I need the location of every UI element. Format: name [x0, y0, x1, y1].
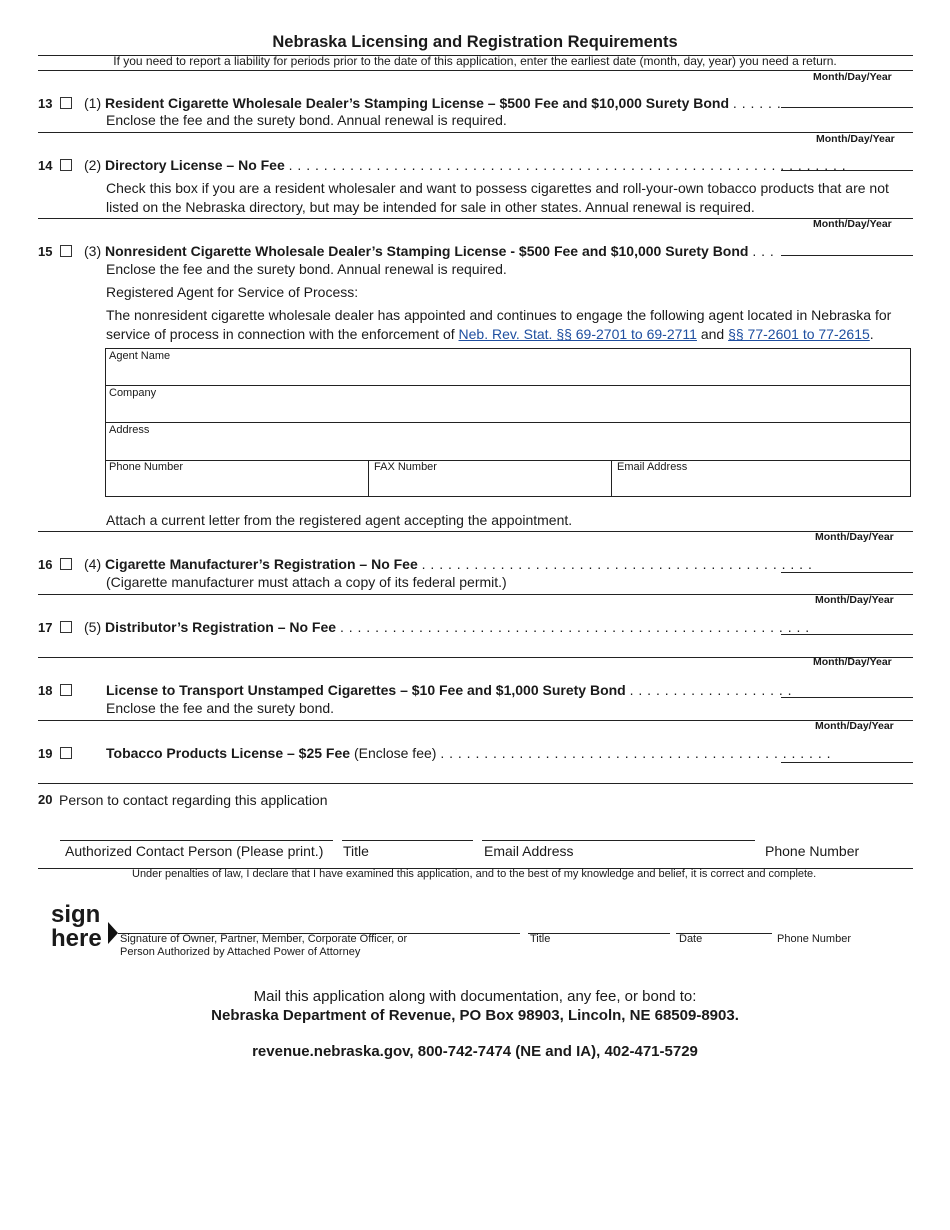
field-label: FAX Number [374, 461, 437, 473]
and-text: and [700, 326, 725, 342]
item-code: (5) [84, 619, 102, 635]
item-13-note: Enclose the fee and the surety bond. Annual renewal is required. [106, 112, 507, 128]
item-15-line [84, 243, 774, 259]
leader-dots: . . . . . . . . . . . . . . . . . . . [629, 682, 793, 698]
item-14-title: Directory License – No Fee [105, 157, 285, 173]
contact-title-field[interactable] [342, 840, 473, 841]
signature-label-line-2: Person Authorized by Attached Power of Attorney [120, 946, 361, 958]
item-18-checkbox[interactable] [60, 684, 72, 696]
item-16-line [84, 556, 813, 572]
grid-line [611, 460, 612, 497]
item-14-date-field[interactable] [781, 170, 913, 171]
grid-line [106, 385, 910, 386]
item-13-line [84, 95, 782, 111]
item-14-note: Check this box if you are a resident wholesaler and want to possess cigarettes and roll-your-own tobacco products that are not listed on the Nebraska directory, but may be intended for sale in other states. Annual renewal is required. [106, 180, 889, 215]
signature-label [120, 933, 407, 959]
date-label: Month/Day/Year [815, 531, 894, 543]
divider [38, 218, 913, 219]
grid-line [106, 422, 910, 423]
period-text: . [869, 326, 874, 342]
date-label: Month/Day/Year [815, 720, 894, 732]
item-19-line [106, 745, 832, 761]
item-14-line [84, 157, 847, 173]
company-field[interactable] [109, 387, 907, 421]
item-15-note: Enclose the fee and the surety bond. Annual renewal is required. [106, 261, 507, 277]
leader-dots: . . . . . . . . . . . . . . . . . . . . . . . . . . . . . . . . . . . . . . . . . . . . . [440, 745, 832, 761]
item-16-note: (Cigarette manufacturer must attach a copy of its federal permit.) [106, 574, 507, 590]
item-number: 19 [38, 746, 53, 761]
item-15-title: Nonresident Cigarette Wholesale Dealer’s Stamping License - $500 Fee and $10,000 Surety Bond [105, 243, 749, 259]
contact-person-label: Authorized Contact Person (Please print.) [65, 843, 324, 859]
item-19-date-field[interactable] [781, 762, 913, 763]
contact-person-field[interactable] [60, 840, 333, 841]
phone-field[interactable] [109, 461, 364, 495]
item-15-checkbox[interactable] [60, 245, 72, 257]
header-note: If you need to report a liability for periods prior to the date of this application, enter the earliest date (month, day, year) you need a return. [113, 54, 837, 68]
item-18-note: Enclose the fee and the surety bond. [106, 700, 335, 716]
item-16-checkbox[interactable] [60, 558, 72, 570]
item-number: 16 [38, 557, 53, 572]
statute-link-77[interactable]: §§ 77-2601 to 77-2615 [728, 326, 870, 342]
item-17-date-field[interactable] [781, 634, 913, 635]
mail-instructions: Mail this application along with documentation, any fee, or bond to: [253, 988, 697, 1005]
signature-label-line-1: Signature of Owner, Partner, Member, Corporate Officer, or [120, 933, 408, 945]
leader-dots: . . . . . . . . . . . . . . . . . . . . . . . . . . . . . . . . . . . . . . . . . . . . . . . . . . . . . . [339, 619, 810, 635]
page-title: Nebraska Licensing and Registration Requirements [272, 33, 678, 51]
divider [38, 720, 913, 721]
address-field[interactable] [109, 424, 907, 458]
sign-label: sign [51, 901, 101, 928]
field-label: Agent Name [109, 350, 171, 362]
item-17-title: Distributor’s Registration – No Fee [105, 619, 337, 635]
item-16-title: Cigarette Manufacturer’s Registration – No Fee [105, 556, 418, 572]
divider [38, 70, 913, 71]
signature-title-label: Title [530, 933, 551, 945]
item-number: 14 [38, 158, 53, 173]
leader-dots: . . . . . . . . . . . . . . . . . . . . . . . . . . . . . . . . . . . . . . . . . . . . . . . . . . . . . . . . . . . . . . . . [288, 157, 847, 173]
item-code: (3) [84, 243, 102, 259]
field-label: Address [109, 424, 150, 436]
item-13-title: Resident Cigarette Wholesale Dealer’s Stamping License – $500 Fee and $10,000 Surety Bond [105, 95, 730, 111]
sign-arrow-icon [108, 922, 118, 944]
item-16-date-field[interactable] [781, 572, 913, 573]
contact-title-label: Title [343, 843, 369, 859]
field-label: Phone Number [109, 461, 183, 473]
item-18-title: License to Transport Unstamped Cigarettes – $10 Fee and $1,000 Surety Bond [106, 682, 626, 698]
item-number: 17 [38, 620, 53, 635]
date-label: Month/Day/Year [813, 656, 892, 668]
contact-email-field[interactable] [482, 840, 755, 841]
item-code: (4) [84, 556, 102, 572]
item-number: 20 [38, 792, 53, 807]
contact-info: revenue.nebraska.gov, 800-742-7474 (NE and IA), 402-471-5729 [252, 1043, 698, 1060]
signature-phone-label: Phone Number [777, 933, 851, 945]
field-label: Email Address [617, 461, 688, 473]
agent-text [106, 306, 906, 344]
email-field[interactable] [617, 461, 907, 495]
date-label: Month/Day/Year [815, 594, 894, 606]
agent-text-body: The nonresident cigarette wholesale dealer has appointed and continues to engage the following agent located in Nebraska for service of process in connection with the enforcement of [106, 307, 892, 342]
field-label: Company [109, 387, 157, 399]
item-17-line [84, 619, 810, 635]
divider [38, 594, 913, 595]
item-code: (1) [84, 95, 102, 111]
item-19-suffix: (Enclose fee) [353, 745, 437, 761]
item-15-date-field[interactable] [781, 255, 913, 256]
attach-note: Attach a current letter from the registered agent accepting the appointment. [106, 512, 573, 528]
leader-dots: . . . . . . . . . . . . . . . . . . . . . . . . . . . . . . . . . . . . . . . . . . . . . [421, 556, 813, 572]
item-code: (2) [84, 157, 102, 173]
date-label: Month/Day/Year [813, 71, 892, 83]
leader-dots: . . . [752, 243, 775, 259]
agent-heading: Registered Agent for Service of Process: [106, 284, 359, 300]
statute-link-69[interactable]: Neb. Rev. Stat. §§ 69-2701 to 69-2711 [458, 326, 697, 342]
contact-phone-label: Phone Number [765, 843, 860, 859]
item-number: 15 [38, 244, 53, 259]
item-17-checkbox[interactable] [60, 621, 72, 633]
item-number: 13 [38, 96, 53, 111]
contact-email-label: Email Address [484, 843, 574, 859]
fax-field[interactable] [374, 461, 608, 495]
agent-name-field[interactable] [109, 350, 907, 384]
divider [38, 783, 913, 784]
item-18-line [106, 682, 793, 698]
item-19-title: Tobacco Products License – $25 Fee [106, 745, 351, 761]
contact-heading: Person to contact regarding this application [59, 792, 328, 808]
mail-address: Nebraska Department of Revenue, PO Box 98903, Lincoln, NE 68509-8903. [211, 1007, 739, 1024]
date-label: Month/Day/Year [813, 218, 892, 230]
item-14-checkbox[interactable] [60, 159, 72, 171]
leader-dots: . . . . . . [732, 95, 782, 111]
item-13-checkbox[interactable] [60, 97, 72, 109]
here-label: here [51, 925, 102, 952]
item-13-date-field[interactable] [781, 107, 913, 108]
agent-info-table [105, 348, 911, 497]
declaration: Under penalties of law, I declare that I have examined this application, and to the best of my knowledge and belief, it is correct and complete. [132, 868, 817, 880]
date-label: Month/Day/Year [816, 133, 895, 145]
divider [38, 531, 913, 532]
item-19-checkbox[interactable] [60, 747, 72, 759]
item-number: 18 [38, 683, 53, 698]
item-18-date-field[interactable] [781, 697, 913, 698]
divider [38, 657, 913, 658]
grid-line [368, 460, 369, 497]
signature-date-label: Date [679, 933, 703, 945]
divider [38, 132, 913, 133]
